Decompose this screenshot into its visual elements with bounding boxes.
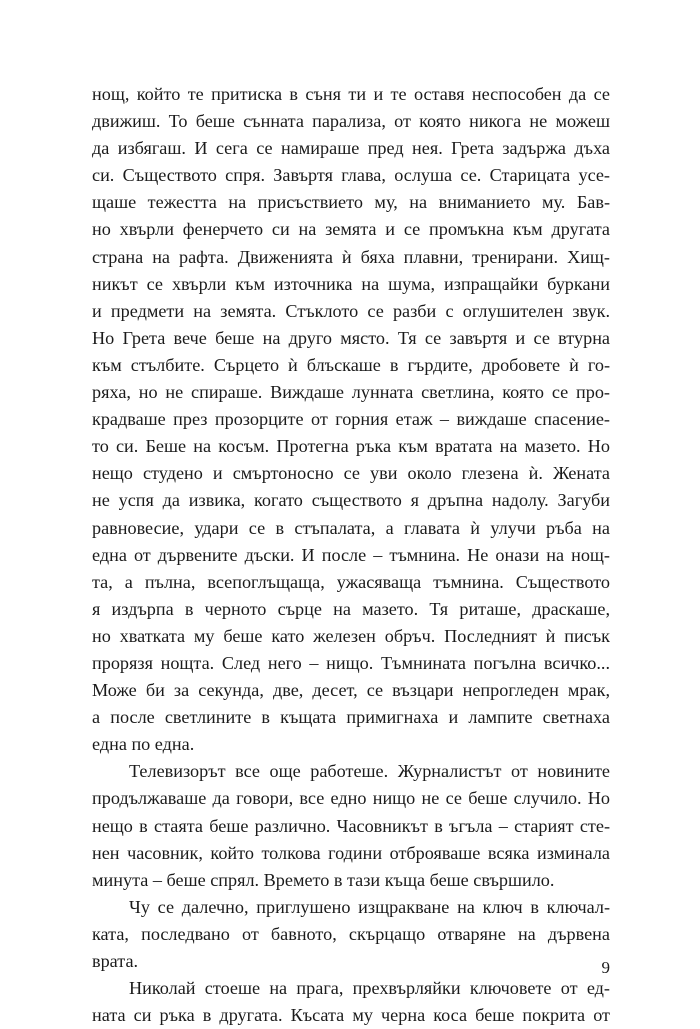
text-line: нен часовник, който толкова години отброяваше всяка изминала [92, 842, 610, 863]
body-text [92, 81, 610, 1029]
text-line: но хватката му беше като железен обръч. Последният ѝ писък [92, 625, 610, 646]
text-line: движиш. То беше сънната парализа, от която никога не можеш [92, 111, 610, 132]
paragraph [92, 975, 610, 1029]
text-line: а после светлините в къщата примигнаха и лампите светнаха [92, 707, 610, 728]
text-line: ряха, но не спираше. Виждаше лунната светлина, която се про- [92, 382, 610, 403]
text-line: една по една. [92, 734, 195, 755]
text-line: та, а пълна, всепоглъщаща, ужасяваща тъмнина. Съществото [92, 571, 610, 592]
text-line: нещо студено и смъртоносно се уви около глезена ѝ. Жената [92, 463, 610, 484]
text-line: нещо в стаята беше различно. Часовникът в ъгъла – старият сте- [92, 815, 610, 836]
text-line: никът се хвърли към източника на шума, изпращайки буркани [92, 273, 610, 294]
text-line: да избягаш. И сега се намираше пред нея. Грета задържа дъха [92, 138, 610, 159]
text-line: крадваше през прозорците от горния етаж – виждаше спасение- [92, 409, 610, 430]
text-line: ната си ръка в другата. Късата му черна коса беше покрита от [92, 1005, 610, 1026]
text-line: страна на рафта. Движенията ѝ бяха плавни, тренирани. Хищ- [92, 246, 610, 267]
text-line: Но Грета вече беше на друго място. Тя се завъртя и се втурна [92, 327, 610, 348]
text-line: щаше тежестта на присъствието му, на вниманието му. Бав- [92, 192, 610, 213]
text-line: към стълбите. Сърцето ѝ блъскаше в гърдите, дробовете ѝ го- [92, 354, 610, 375]
paragraph [92, 894, 610, 975]
text-line: Телевизорът все още работеше. Журналистът от новините [129, 761, 610, 782]
text-line: не успя да извика, когато съществото я дръпна надолу. Загуби [92, 490, 610, 511]
text-line: и предмети на земята. Стъклото се разби с оглушителен звук. [92, 300, 610, 321]
paragraph [92, 81, 610, 758]
text-line: продължаваше да говори, все едно нищо не се беше случило. Но [92, 788, 610, 809]
text-line: си. Съществото спря. Завъртя глава, ослуша се. Старицата усе- [92, 165, 610, 186]
text-line: Николай стоеше на прага, прехвърляйки ключовете от ед- [129, 978, 610, 999]
text-line: една от дървените дъски. И после – тъмнина. Не онази на нощ- [92, 544, 610, 565]
text-line: Чу се далечно, приглушено изщракване на ключ в ключал- [129, 896, 610, 917]
page-number: 9 [601, 958, 610, 977]
text-line: но хвърли фенерчето си на земята и се промъкна към другата [92, 219, 610, 240]
text-line: минута – беше спрял. Времето в тази къща беше свършило. [92, 869, 555, 890]
text-line: прорязя нощта. След него – нищо. Тъмнината погълна всичко... [92, 652, 610, 673]
text-line: ката, последвано от бавното, скърцащо отваряне на дървена [92, 923, 610, 944]
text-line: врата. [92, 951, 139, 971]
text-line: равновесие, удари се в стъпалата, а главата ѝ улучи ръба на [92, 517, 610, 538]
text-line: Може би за секунда, две, десет, се възцари непрогледен мрак, [92, 680, 610, 701]
paragraph [92, 758, 610, 893]
text-line: я издърпа в черното сърце на мазето. Тя риташе, драскаше, [92, 598, 610, 619]
text-line: нощ, който те притиска в съня ти и те оставя неспособен да се [92, 84, 610, 104]
text-line: то си. Беше на косъм. Протегна ръка към вратата на мазето. Но [92, 436, 610, 457]
